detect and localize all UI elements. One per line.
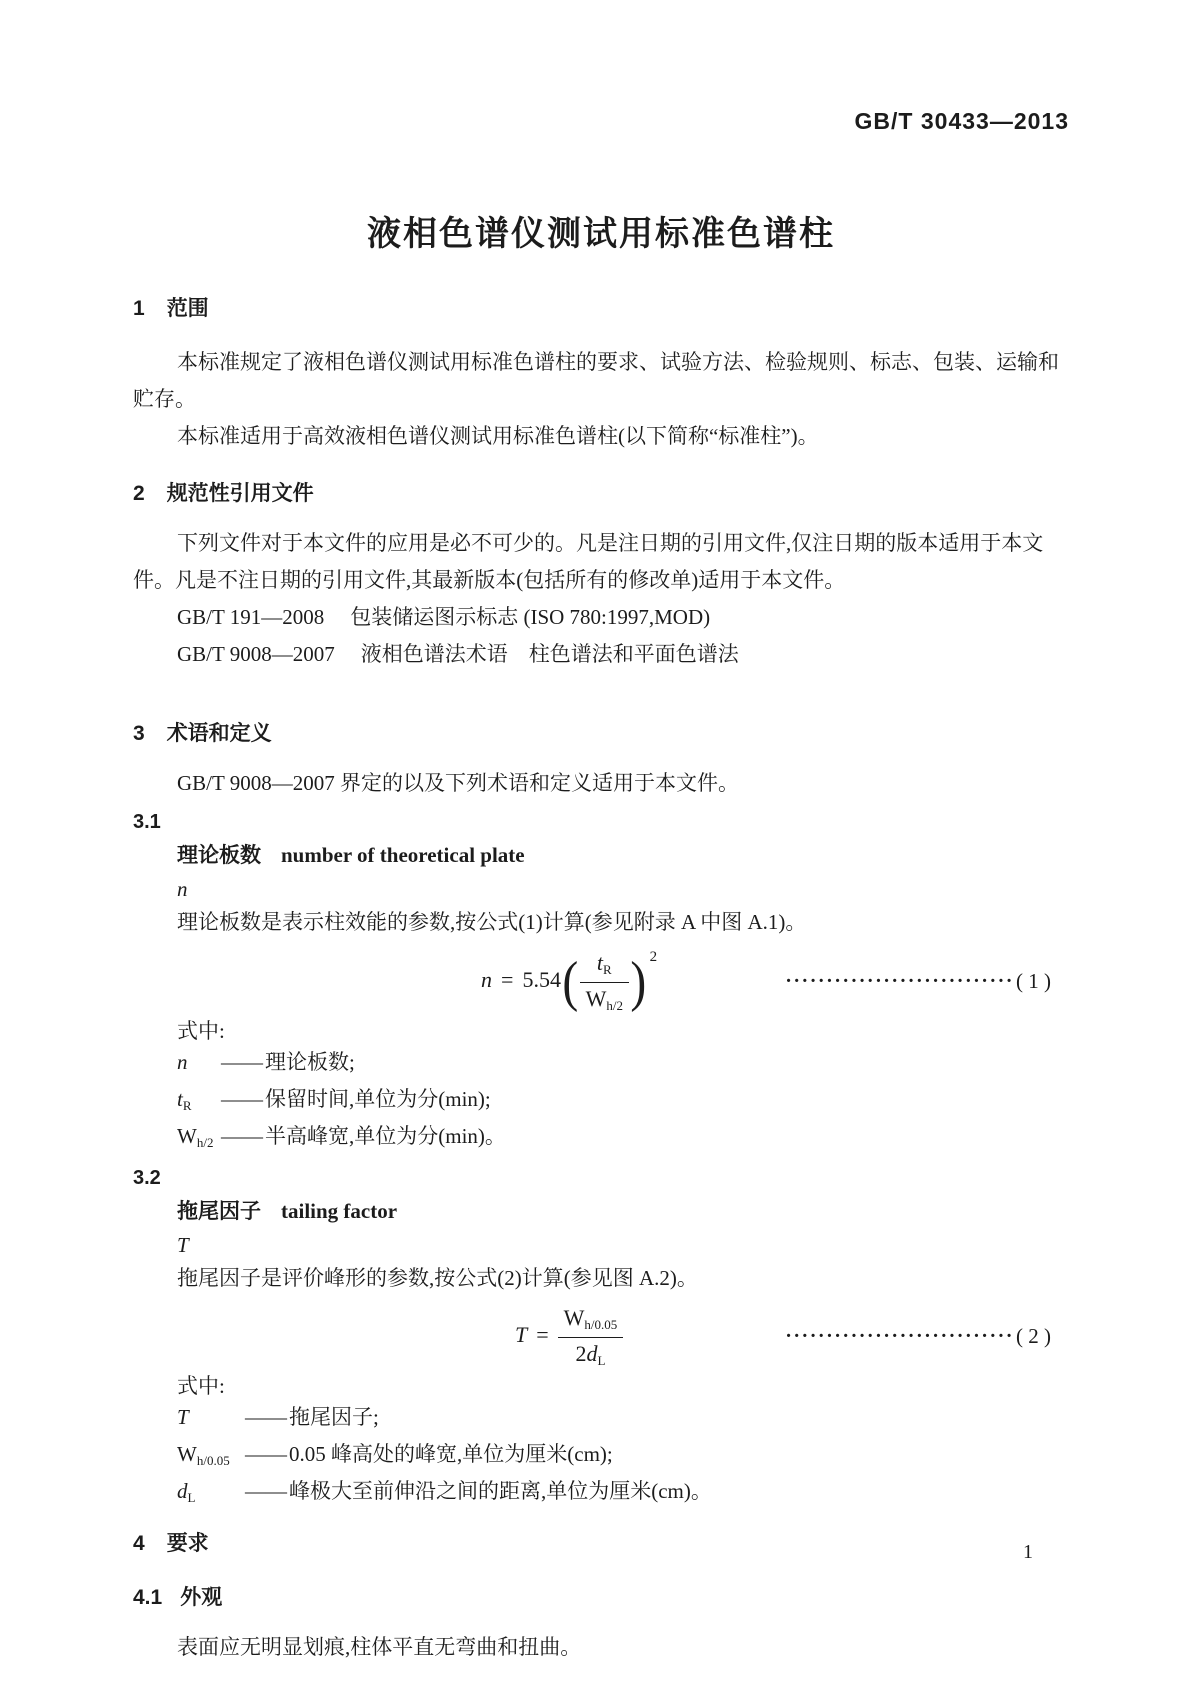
- fraction: [558, 1305, 624, 1369]
- document-title: 液相色谱仪测试用标准色谱柱: [367, 215, 835, 253]
- definition-symbol: [177, 1047, 221, 1084]
- reference-title: 包装储运图示标志 (ISO 780:1997,MOD): [350, 605, 711, 629]
- section-1-title: 范围: [166, 297, 209, 320]
- symbol-base: W: [177, 1123, 197, 1148]
- symbol-subscript: L: [187, 1489, 196, 1505]
- symbol-subscript: R: [182, 1097, 192, 1113]
- reference-code: GB/T 9008—2007: [177, 642, 335, 666]
- symbol-subscript: h/2: [196, 1134, 214, 1150]
- definition-row: [177, 1084, 1069, 1121]
- reference-item: [133, 599, 1069, 636]
- symbol-subscript: h/0.05: [196, 1452, 230, 1468]
- equation-2: [133, 1305, 1069, 1369]
- reference-item: [133, 636, 1069, 673]
- equals-sign: =: [501, 967, 514, 992]
- denominator-base: d: [586, 1340, 598, 1366]
- numerator-subscript: R: [603, 961, 612, 977]
- denominator-coefficient: 2: [575, 1340, 587, 1366]
- reference-title: 液相色谱法术语 柱色谱法和平面色谱法: [360, 642, 739, 666]
- definition-dash: ——: [221, 1123, 263, 1148]
- equation-2-formula: [515, 1305, 623, 1369]
- term-symbol: T: [177, 1232, 189, 1257]
- numerator-base: t: [596, 949, 604, 975]
- where-label: 式中:: [177, 1018, 225, 1043]
- reference-code: GB/T 191—2008: [177, 605, 325, 629]
- definition-text: 拖尾因子;: [289, 1404, 379, 1429]
- terms-intro: GB/T 9008—2007 界定的以及下列术语和定义适用于本文件。: [177, 771, 739, 795]
- where-label: 式中:: [177, 1373, 225, 1398]
- normative-refs-paragraph: 下列文件对于本文件的应用是必不可少的。凡是注日期的引用文件,仅注日期的版本适用于本文件。凡是不注日期的引用文件,其最新版本(包括所有的修改单)适用于本文件。: [133, 531, 1044, 592]
- numerator-subscript: h/0.05: [584, 1316, 618, 1332]
- section-1-number: 1: [133, 297, 145, 320]
- term-3-2-definition: 拖尾因子是评价峰形的参数,按公式(2)计算(参见图 A.2)。: [177, 1265, 698, 1290]
- dot-leader: ····························: [785, 1325, 1014, 1348]
- section-4-1-title: 外观: [180, 1585, 223, 1609]
- dot-leader: ····························: [785, 969, 1014, 992]
- formula-lhs: n: [481, 967, 493, 992]
- section-2-number: 2: [133, 482, 145, 505]
- definition-text: 半高峰宽,单位为分(min)。: [265, 1123, 506, 1148]
- denominator-subscript: h/2: [606, 997, 624, 1013]
- exponent: 2: [649, 949, 658, 965]
- section-3-heading: [133, 719, 1069, 749]
- section-4-heading: [133, 1529, 1069, 1559]
- symbol-base: T: [177, 1404, 189, 1429]
- right-paren: ): [630, 950, 647, 1013]
- standard-number: GB/T 30433—2013: [854, 108, 1069, 134]
- symbol-base: d: [177, 1478, 188, 1503]
- definition-text: 保留时间,单位为分(min);: [265, 1086, 491, 1111]
- scope-paragraph-1: 本标准规定了液相色谱仪测试用标准色谱柱的要求、试验方法、检验规则、标志、包装、运输和贮存。: [133, 350, 1059, 411]
- definition-symbol: [177, 1476, 245, 1513]
- definition-symbol: [177, 1084, 221, 1121]
- term-symbol: n: [177, 877, 188, 901]
- scope-paragraph-2: 本标准适用于高效液相色谱仪测试用标准色谱柱(以下简称“标准柱”)。: [177, 424, 819, 448]
- definition-row: [177, 1121, 1069, 1158]
- term-3-2: [177, 1195, 1069, 1230]
- definition-row: [177, 1402, 1069, 1439]
- page-number: 1: [1023, 1541, 1033, 1563]
- fraction-denominator: [580, 983, 629, 1014]
- definition-dash: ——: [221, 1086, 263, 1111]
- section-3-title: 术语和定义: [166, 722, 272, 745]
- definition-text: 0.05 峰高处的峰宽,单位为厘米(cm);: [289, 1441, 613, 1466]
- section-4-number: 4: [133, 1531, 145, 1555]
- fraction-denominator: [558, 1338, 624, 1369]
- section-1-heading: [133, 294, 1069, 324]
- equation-1-number: ( 1 ): [1015, 968, 1051, 993]
- equals-sign: =: [536, 1322, 549, 1347]
- definition-row: [177, 1047, 1069, 1084]
- fraction: [580, 950, 629, 1014]
- definition-text: 理论板数;: [265, 1049, 355, 1074]
- term-3-1: [177, 839, 1069, 874]
- term-english: number of theoretical plate: [281, 843, 525, 867]
- section-2-title: 规范性引用文件: [166, 482, 314, 505]
- definition-symbol: [177, 1402, 245, 1439]
- term-chinese: 理论板数: [177, 844, 261, 867]
- term-chinese: 拖尾因子: [177, 1199, 261, 1223]
- section-4-1-number: 4.1: [133, 1585, 163, 1609]
- definition-symbol: [177, 1121, 221, 1158]
- section-4-title: 要求: [166, 1531, 209, 1555]
- section-3-number: 3: [133, 722, 145, 745]
- definition-dash: ——: [245, 1441, 287, 1466]
- formula-coefficient: 5.54: [522, 967, 561, 992]
- symbol-base: n: [177, 1049, 188, 1074]
- definition-row: [177, 1476, 1069, 1513]
- appearance-requirement: 表面应无明显划痕,柱体平直无弯曲和扭曲。: [177, 1634, 582, 1659]
- equation-2-number: ( 2 ): [1015, 1324, 1051, 1349]
- equation-1: [133, 949, 1069, 1014]
- symbol-base: t: [177, 1086, 183, 1111]
- term-english: tailing factor: [281, 1198, 398, 1223]
- definition-row: [177, 1439, 1069, 1476]
- formula-lhs: T: [514, 1322, 528, 1347]
- fraction-numerator: [580, 950, 629, 983]
- denominator-base: W: [585, 985, 607, 1011]
- definition-dash: ——: [245, 1404, 287, 1429]
- definition-dash: ——: [221, 1049, 263, 1074]
- denominator-subscript: L: [597, 1352, 606, 1368]
- clause-3-2-label: 3.2: [133, 1166, 161, 1189]
- fraction-numerator: [558, 1305, 624, 1338]
- equation-1-formula: [481, 949, 657, 1014]
- clause-3-1-label: 3.1: [133, 811, 161, 833]
- numerator-base: W: [563, 1304, 585, 1330]
- section-2-heading: [133, 479, 1069, 509]
- definition-symbol: [177, 1439, 245, 1476]
- definition-dash: ——: [245, 1478, 287, 1503]
- left-paren: (: [562, 950, 579, 1013]
- symbol-base: W: [177, 1441, 197, 1466]
- term-3-1-definition: 理论板数是表示柱效能的参数,按公式(1)计算(参见附录 A 中图 A.1)。: [177, 910, 807, 934]
- section-4-1-heading: [133, 1583, 1069, 1613]
- definition-text: 峰极大至前伸沿之间的距离,单位为厘米(cm)。: [289, 1478, 712, 1503]
